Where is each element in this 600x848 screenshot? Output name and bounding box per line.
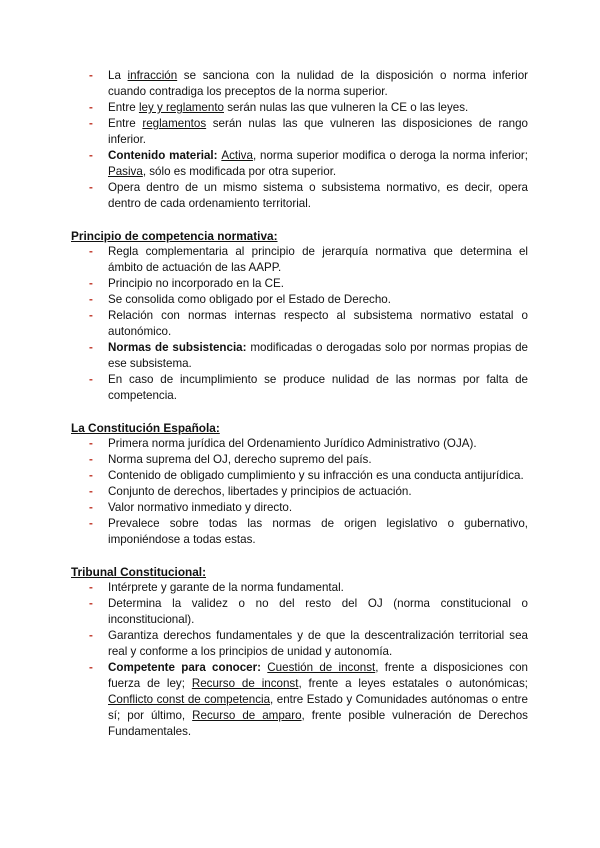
list-item: [89, 116, 528, 148]
section-heading: Principio de competencia normativa:: [71, 229, 278, 243]
item-text: La: [108, 69, 128, 82]
intro-list: [0, 68, 600, 212]
list-item: [89, 580, 528, 596]
item-text: Entre: [108, 101, 139, 114]
bold-term: Contenido material:: [108, 149, 222, 162]
underlined-term: Conflicto const de competencia: [108, 693, 271, 706]
dash-bullet-icon: -: [89, 277, 93, 290]
dash-bullet-icon: -: [89, 117, 93, 130]
dash-bullet-icon: -: [89, 485, 93, 498]
underlined-term: infracción: [127, 69, 178, 82]
item-text: Prevalece sobre todas las normas de origen legislativo o gubernativo, imponiéndose a todas estas.: [108, 517, 528, 546]
dash-bullet-icon: -: [89, 437, 93, 450]
dash-bullet-icon: -: [89, 149, 93, 162]
item-text: , frente a disposiciones con fuerza de ley;: [108, 661, 528, 690]
list-item: [89, 100, 528, 116]
item-text: Contenido de obligado cumplimiento y su infracción es una conducta antijurídica.: [108, 469, 524, 482]
item-text: , frente a leyes estatales o autonómicas;: [298, 677, 528, 690]
item-text: Determina la validez o no del resto del OJ (norma constitucional o inconstitucional).: [108, 597, 528, 626]
section-list: [0, 436, 600, 548]
sections-container: [0, 228, 600, 740]
item-text: Relación con normas internas respecto al subsistema normativo estatal o autonómico.: [108, 309, 528, 338]
dash-bullet-icon: -: [89, 69, 93, 82]
item-text: Valor normativo inmediato y directo.: [108, 501, 293, 514]
item-text: serán nulas las que vulneren la CE o las leyes.: [224, 101, 469, 114]
item-text: Regla complementaria al principio de jerarquía normativa que determina el ámbito de actuación de las AAPP.: [108, 245, 528, 274]
list-item: [89, 484, 528, 500]
dash-bullet-icon: -: [89, 629, 93, 642]
list-item: [89, 292, 528, 308]
dash-bullet-icon: -: [89, 181, 93, 194]
dash-bullet-icon: -: [89, 245, 93, 258]
dash-bullet-icon: -: [89, 309, 93, 322]
dash-bullet-icon: -: [89, 597, 93, 610]
list-item: [89, 660, 528, 740]
list-item: [89, 516, 528, 548]
item-text: Garantiza derechos fundamentales y de que la descentralización territorial sea real y conforme a los principios de unidad y autonomía.: [108, 629, 528, 658]
list-item: [89, 468, 528, 484]
item-text: , frente posible vulneración de Derechos Fundamentales.: [108, 709, 528, 738]
dash-bullet-icon: -: [89, 293, 93, 306]
list-item: [89, 436, 528, 452]
item-text: Primera norma jurídica del Ordenamiento Jurídico Administrativo (OJA).: [108, 437, 477, 450]
underlined-term: ley y reglamento: [138, 101, 224, 114]
section-list: [0, 244, 600, 404]
underlined-term: Recurso de inconst: [191, 677, 299, 690]
item-text: Opera dentro de un mismo sistema o subsistema normativo, es decir, opera dentro de cada ordenamiento territorial.: [108, 181, 528, 210]
list-item: [89, 180, 528, 212]
item-text: modificadas o derogadas solo por normas propias de ese subsistema.: [108, 341, 528, 370]
dash-bullet-icon: -: [89, 101, 93, 114]
item-text: se sanciona con la nulidad de la disposición o norma inferior cuando contradiga los preceptos de la norma superior.: [108, 69, 529, 98]
bold-term: Competente para conocer:: [108, 661, 268, 674]
item-text: Principio no incorporado en la CE.: [108, 277, 284, 290]
dash-bullet-icon: -: [89, 469, 93, 482]
underlined-term: Cuestión de inconst: [267, 661, 376, 674]
section-heading: Tribunal Constitucional:: [71, 565, 207, 579]
list-item: [89, 340, 528, 372]
list-item: [89, 308, 528, 340]
underlined-term: Recurso de amparo: [192, 709, 302, 722]
bold-term: Normas de subsistencia:: [108, 341, 247, 354]
dash-bullet-icon: -: [89, 501, 93, 514]
list-item: [89, 244, 528, 276]
section-list: [0, 580, 600, 740]
item-text: En caso de incumplimiento se produce nulidad de las normas por falta de competencia.: [108, 373, 528, 402]
list-item: [89, 68, 529, 100]
dash-bullet-icon: -: [89, 661, 93, 674]
item-text: , entre Estado y Comunidades autónomas o entre sí; por último,: [108, 693, 528, 722]
item-text: Intérprete y garante de la norma fundamental.: [108, 581, 344, 594]
list-item: [89, 628, 528, 660]
underlined-term: Pasiva: [108, 165, 143, 178]
document-page: [0, 68, 600, 740]
list-item: [89, 596, 528, 628]
dash-bullet-icon: -: [89, 453, 93, 466]
dash-bullet-icon: -: [89, 341, 93, 354]
item-text: Norma suprema del OJ, derecho supremo del país.: [108, 453, 372, 466]
dash-bullet-icon: -: [89, 517, 93, 530]
list-item: [89, 148, 528, 180]
dash-bullet-icon: -: [89, 373, 93, 386]
item-text: , norma superior modifica o deroga la norma inferior;: [252, 149, 528, 162]
list-item: [89, 452, 528, 468]
underlined-term: reglamentos: [142, 117, 207, 130]
item-text: serán nulas las que vulneren las disposiciones de rango inferior.: [108, 117, 528, 146]
item-text: , sólo es modificada por otra superior.: [142, 165, 337, 178]
list-item: [89, 276, 528, 292]
underlined-term: Activa: [221, 149, 253, 162]
list-item: [89, 372, 528, 404]
dash-bullet-icon: -: [89, 581, 93, 594]
item-text: Conjunto de derechos, libertades y principios de actuación.: [108, 485, 412, 498]
list-item: [89, 500, 528, 516]
section-heading: La Constitución Española:: [71, 421, 220, 435]
item-text: Se consolida como obligado por el Estado de Derecho.: [108, 293, 391, 306]
item-text: Entre: [108, 117, 143, 130]
